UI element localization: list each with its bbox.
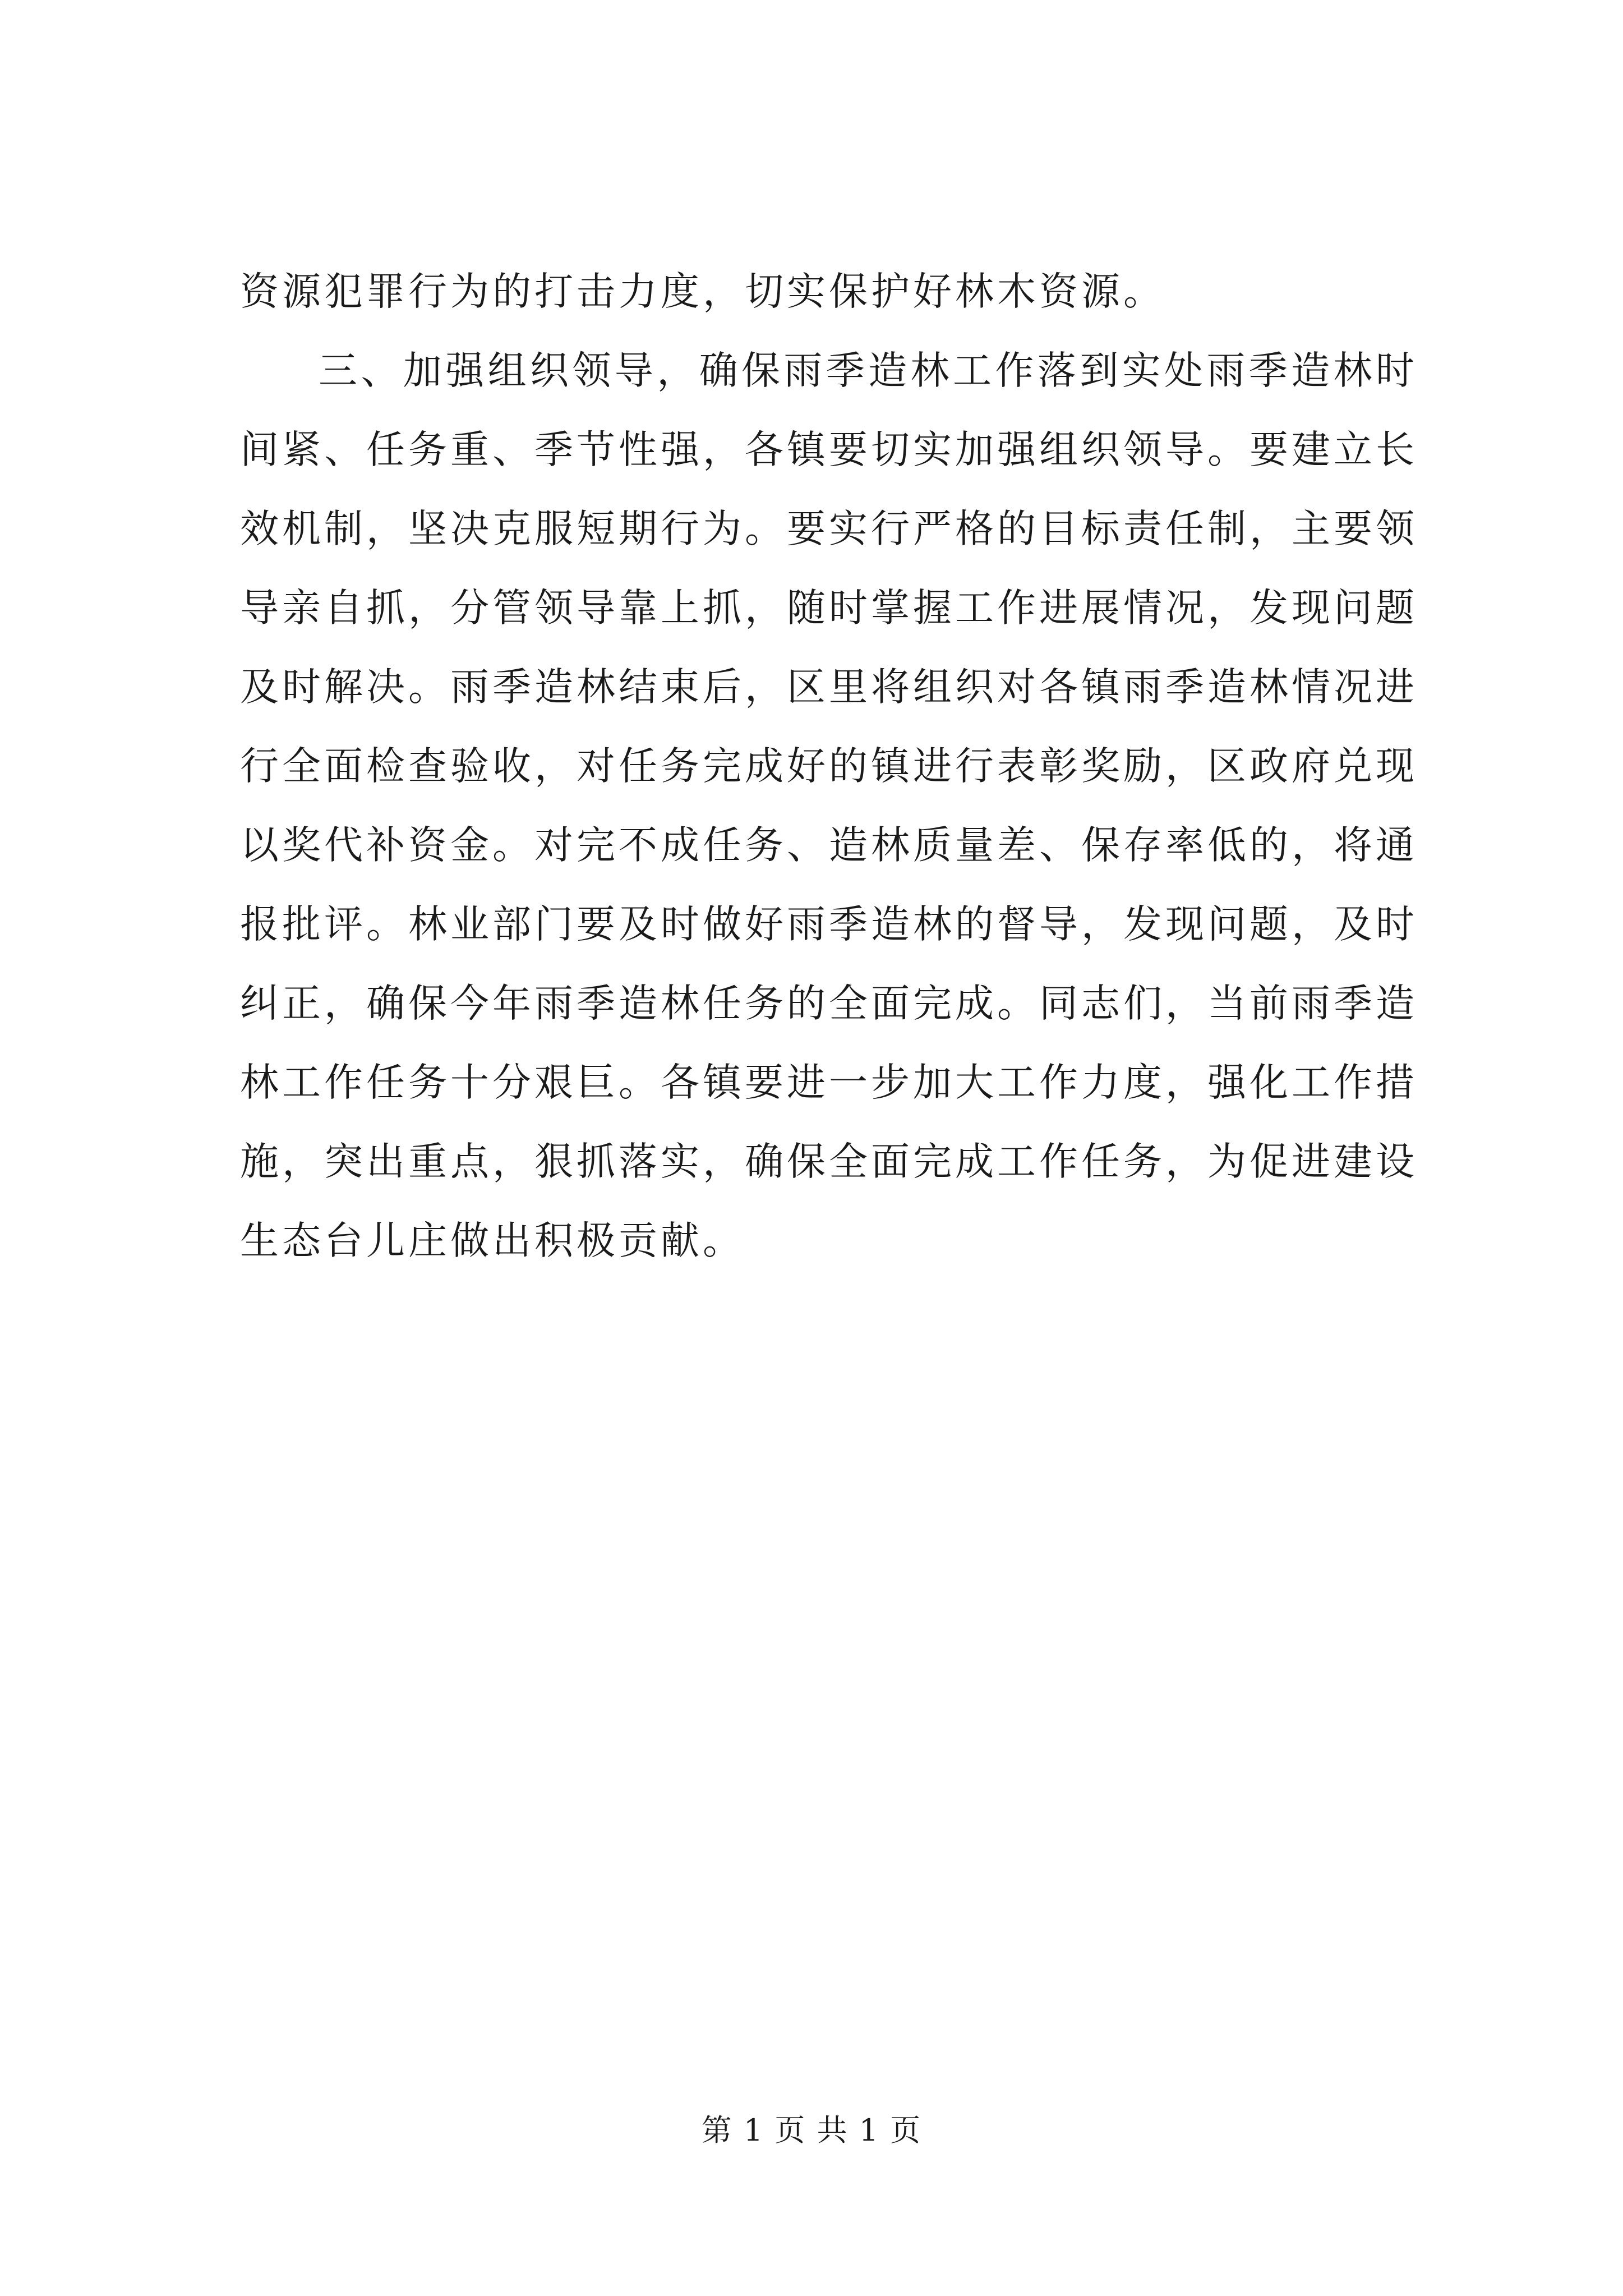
text-line: 生态台儿庄做出积极贡献。	[240, 1218, 745, 1263]
page-number-footer: 第 1 页 共 1 页	[701, 2113, 922, 2148]
text-line: 以奖代补资金。对完不成任务、造林质量差、保存率低的，将通	[240, 823, 1418, 868]
text-line: 纠正，确保今年雨季造林任务的全面完成。同志们，当前雨季造	[240, 981, 1418, 1026]
text-line: 报批评。林业部门要及时做好雨季造林的督导，发现问题，及时	[240, 902, 1418, 947]
text-line: 间紧、任务重、季节性强，各镇要切实加强组织领导。要建立长	[240, 427, 1418, 472]
text-line: 林工作任务十分艰巨。各镇要进一步加大工作力度，强化工作措	[240, 1060, 1418, 1105]
body-text	[240, 252, 1418, 1281]
section-heading-line: 三、加强组织领导，确保雨季造林工作落到实处雨季造林时	[319, 348, 1418, 393]
text-line: 效机制，坚决克服短期行为。要实行严格的目标责任制，主要领	[240, 507, 1418, 551]
text-line: 施，突出重点，狠抓落实，确保全面完成工作任务，为促进建设	[240, 1139, 1418, 1184]
text-line: 导亲自抓，分管领导靠上抓，随时掌握工作进展情况，发现问题	[240, 586, 1418, 631]
text-line: 行全面检查验收，对任务完成好的镇进行表彰奖励，区政府兑现	[240, 744, 1418, 789]
text-line: 资源犯罪行为的打击力度，切实保护好林木资源。	[240, 269, 1165, 314]
text-line: 及时解决。雨季造林结束后，区里将组织对各镇雨季造林情况进	[240, 665, 1418, 710]
